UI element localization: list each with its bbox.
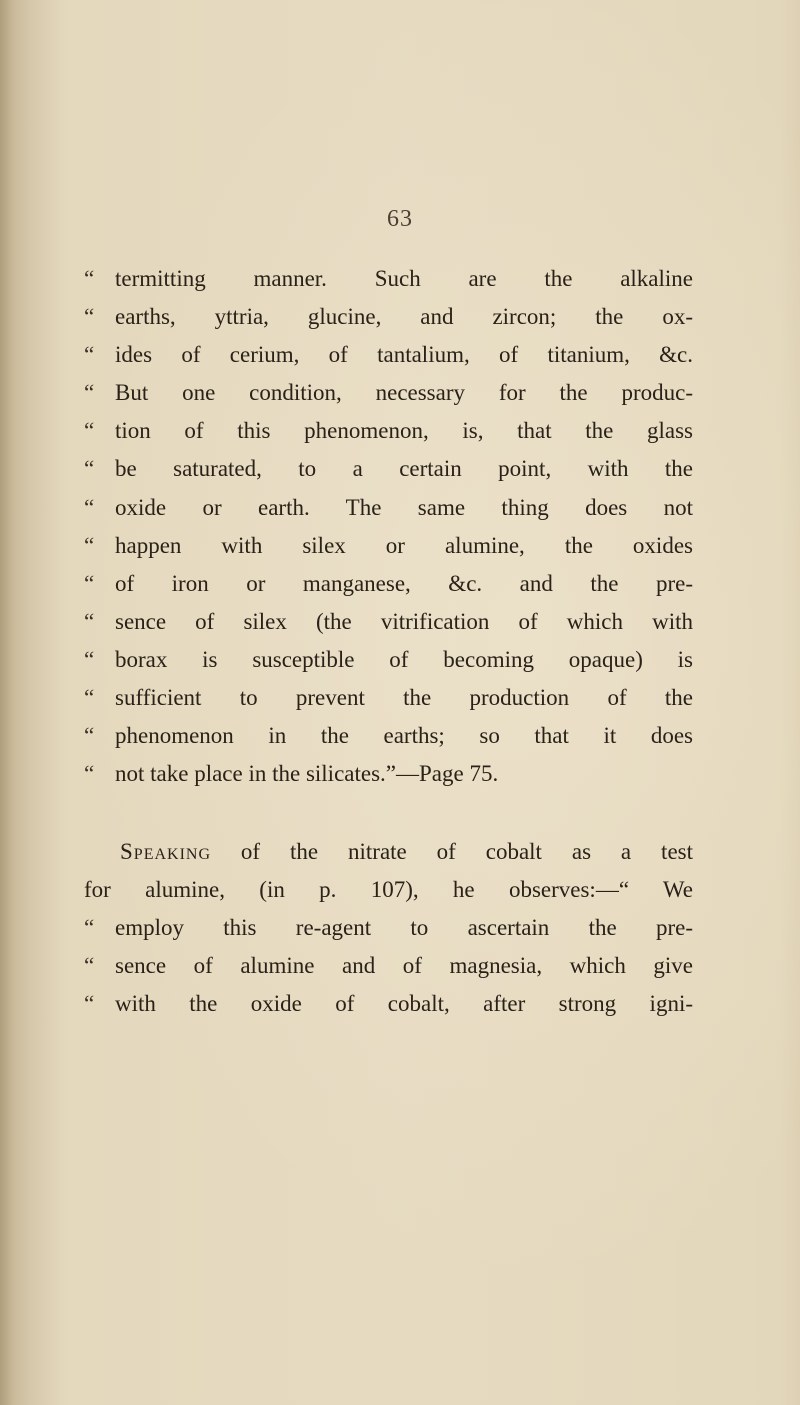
text-line [84, 298, 694, 336]
quote-mark: “ [84, 761, 95, 787]
line-text: with the oxide of cobalt, after strong igni- [115, 991, 693, 1017]
quote-mark: “ [84, 456, 95, 482]
text-line [84, 260, 694, 298]
line-text: sence of silex (the vitrification of which with [115, 608, 693, 634]
line-text: be saturated, to a certain point, with the [115, 456, 693, 482]
line-text: sufficient to prevent the production of the [115, 685, 693, 711]
text-line [84, 489, 694, 527]
quote-mark: “ [84, 723, 95, 749]
quote-mark: “ [84, 532, 95, 558]
quote-mark: “ [84, 266, 95, 291]
line-text [120, 833, 693, 871]
text-line [84, 833, 694, 871]
text-line [84, 755, 694, 793]
text-line [84, 336, 694, 374]
text-line [84, 565, 694, 603]
line-text: ides of cerium, of tantalium, of titanium, &c. [115, 342, 693, 368]
paragraph [84, 833, 694, 1023]
quote-mark: “ [84, 380, 95, 406]
line-text: oxide or earth. The same thing does not [115, 494, 693, 520]
line-rest: of the nitrate of cobalt as a test [211, 839, 693, 864]
quote-mark: “ [84, 915, 95, 940]
line-text: But one condition, necessary for the produc- [115, 380, 693, 406]
line-text: termitting manner. Such are the alkaline [115, 266, 693, 291]
line-text: tion of this phenomenon, is, that the glass [115, 418, 693, 444]
page-number: 63 [387, 206, 413, 232]
text-line [84, 412, 694, 450]
text-line [84, 985, 694, 1023]
line-text: for alumine, (in p. 107), he observes:—“ We [84, 877, 693, 902]
lead-word: Speaking [120, 839, 212, 864]
line-text: not take place in the silicates.”—Page 75. [115, 761, 499, 787]
quote-mark: “ [84, 991, 95, 1017]
text-line [84, 450, 694, 488]
line-text: phenomenon in the earths; so that it does [115, 723, 693, 749]
text-line [84, 871, 694, 909]
line-text: sence of alumine and of magnesia, which give [115, 953, 693, 979]
quote-mark: “ [84, 685, 95, 711]
quote-mark: “ [84, 494, 95, 520]
quote-mark: “ [84, 304, 95, 330]
line-text: earths, yttria, glucine, and zircon; the ox- [115, 304, 693, 330]
quote-mark: “ [84, 570, 95, 596]
line-text: happen with silex or alumine, the oxides [115, 532, 693, 558]
line-text: borax is susceptible of becoming opaque) is [115, 646, 693, 672]
text-line [84, 947, 694, 985]
page-gutter-shadow [0, 0, 60, 1405]
quoted-passage [84, 260, 694, 793]
quote-mark: “ [84, 608, 95, 634]
quote-mark: “ [84, 418, 95, 444]
text-line [84, 603, 694, 641]
quote-mark: “ [84, 342, 95, 368]
line-text: of iron or manganese, &c. and the pre- [115, 570, 693, 596]
text-line [84, 641, 694, 679]
text-line [84, 527, 694, 565]
text-line [84, 717, 694, 755]
text-line [84, 679, 694, 717]
quote-mark: “ [84, 953, 95, 979]
quote-mark: “ [84, 646, 95, 672]
text-line [84, 909, 694, 947]
text-line [84, 374, 694, 412]
line-text: employ this re-agent to ascertain the pre- [115, 915, 693, 940]
